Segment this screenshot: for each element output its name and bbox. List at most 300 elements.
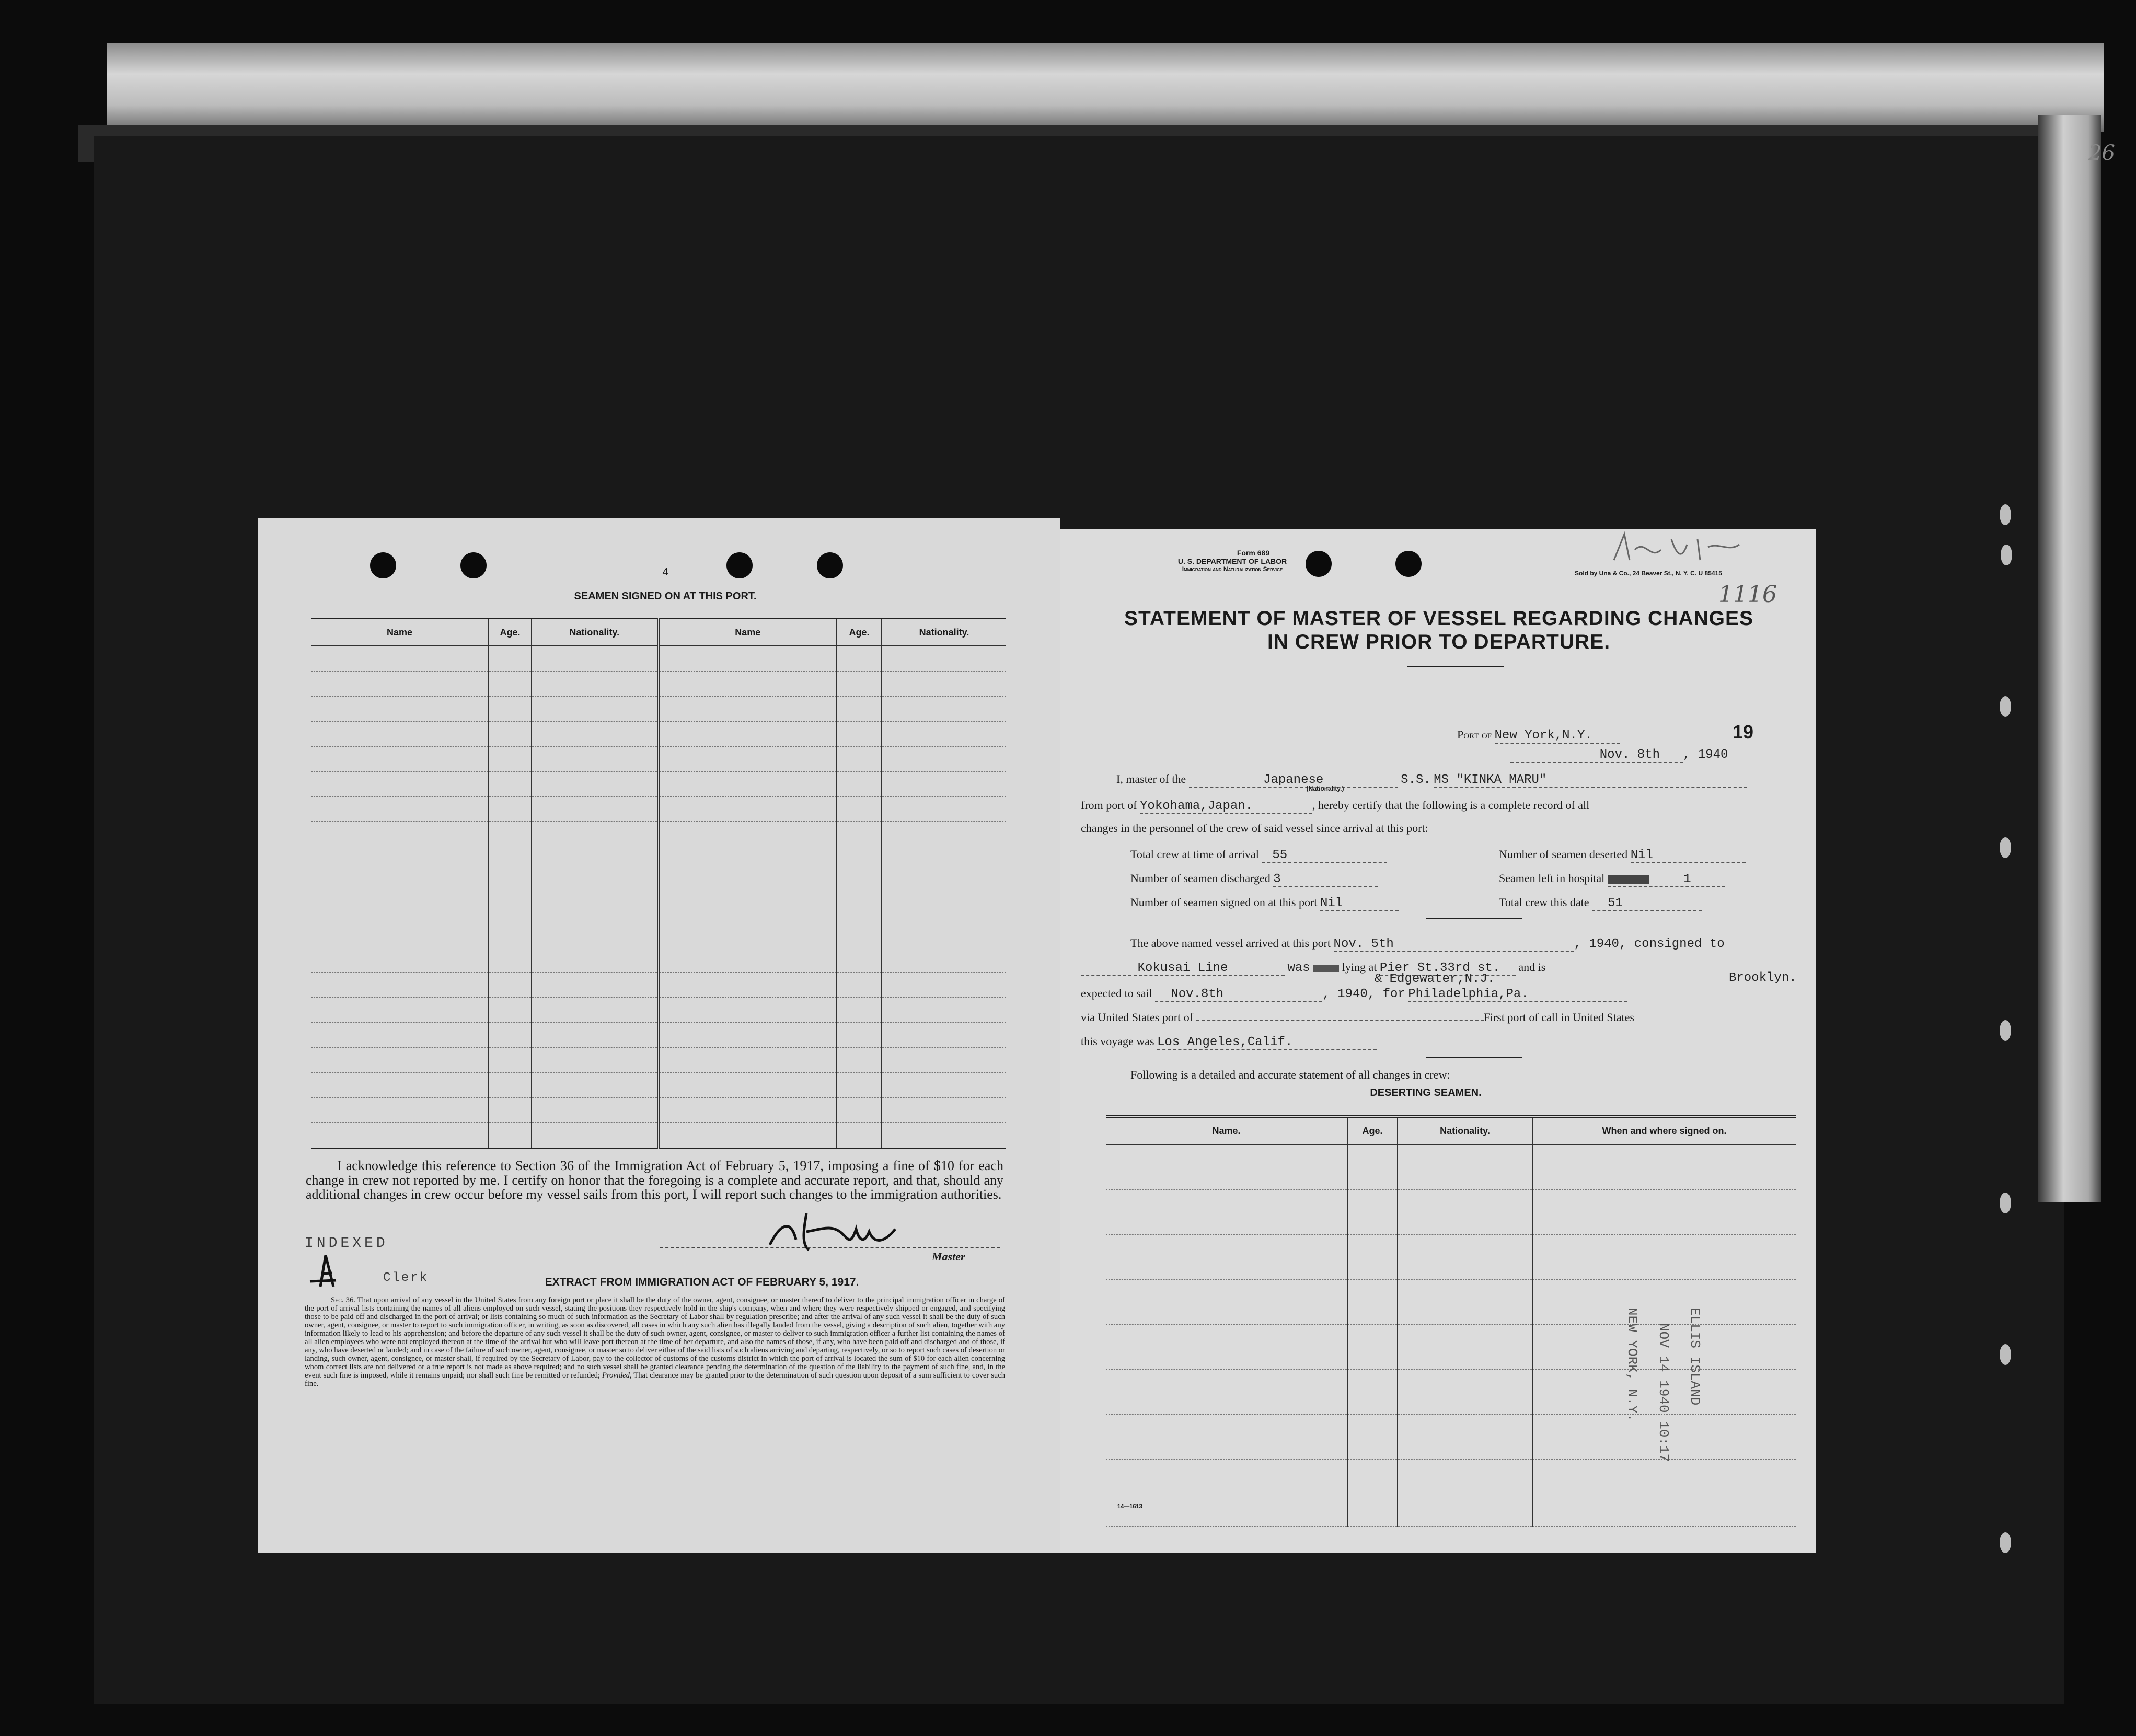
table-cell	[1398, 1167, 1532, 1190]
table-row	[311, 722, 1006, 747]
table-cell	[1398, 1144, 1532, 1167]
department: U. S. DEPARTMENT OF LABOR	[1177, 557, 1287, 565]
nationality-caption: (Nationality.)	[1306, 785, 1344, 792]
consignee-value: Kokusai Line	[1137, 961, 1228, 975]
table-row	[311, 947, 1006, 973]
top-mount-strip	[107, 43, 2104, 132]
binder-hole	[2000, 504, 2011, 525]
table-cell	[658, 1023, 837, 1048]
table-cell	[532, 797, 658, 822]
master-label: Master	[932, 1250, 965, 1263]
indexed-stamp: INDEXED	[305, 1235, 388, 1252]
table-cell	[1532, 1257, 1796, 1280]
deserted-label: Number of seamen deserted	[1499, 848, 1628, 861]
table-cell	[882, 1048, 1006, 1073]
table-cell	[489, 646, 532, 672]
table-cell	[311, 672, 489, 697]
section-rule	[1426, 1057, 1522, 1058]
punch-hole	[370, 552, 396, 578]
table-row	[311, 1123, 1006, 1149]
table-cell	[489, 922, 532, 947]
signed-on-value: Nil	[1320, 896, 1343, 910]
brooklyn-value: Brooklyn.	[1729, 971, 1797, 985]
punch-hole	[1395, 551, 1422, 577]
table-cell	[882, 922, 1006, 947]
table-cell	[311, 897, 489, 922]
lying-at-label: lying at	[1342, 960, 1377, 974]
handwritten-scribble	[1609, 529, 1745, 571]
page-number: 4	[662, 566, 668, 578]
discharged-line	[1130, 872, 1378, 887]
hospital-value: 1	[1683, 872, 1691, 886]
table-row	[1106, 1504, 1796, 1527]
table-cell	[311, 1123, 489, 1149]
table-cell	[882, 1123, 1006, 1149]
table-cell	[532, 1098, 658, 1123]
table-cell	[489, 1073, 532, 1098]
section-title: SEAMEN SIGNED ON AT THIS PORT.	[574, 591, 757, 602]
right-mount-strip	[2038, 115, 2101, 1202]
struck-out-text	[1313, 965, 1339, 972]
nationality-value: Japanese	[1263, 773, 1324, 787]
arrived-year: , 1940, consigned to	[1574, 937, 1725, 951]
table-cell	[311, 998, 489, 1023]
table-cell	[1106, 1460, 1347, 1482]
table-cell	[1398, 1347, 1532, 1370]
table-cell	[1106, 1437, 1347, 1460]
table-cell	[882, 872, 1006, 897]
table-cell	[837, 747, 882, 772]
table-cell	[489, 947, 532, 973]
table-cell	[1347, 1325, 1398, 1347]
table-row	[1106, 1190, 1796, 1212]
table-cell	[532, 947, 658, 973]
seamen-signed-on-table	[311, 618, 1006, 1149]
table-row	[311, 897, 1006, 922]
form-title	[1081, 607, 1797, 654]
table-cell	[489, 973, 532, 998]
table-cell	[658, 1098, 837, 1123]
table-cell	[532, 922, 658, 947]
binder-hole	[2000, 1344, 2011, 1365]
table-cell	[532, 1123, 658, 1149]
table-cell	[311, 1098, 489, 1123]
table-cell	[1347, 1347, 1398, 1370]
vessel-prefix: S.S.	[1401, 773, 1431, 787]
table-cell	[1398, 1504, 1532, 1527]
table-cell	[658, 697, 837, 722]
table-cell	[1106, 1144, 1347, 1167]
table-cell	[532, 1048, 658, 1073]
table-cell	[532, 1023, 658, 1048]
table-cell	[882, 797, 1006, 822]
table-cell	[658, 747, 837, 772]
binder-hole	[2000, 1193, 2011, 1213]
table-cell	[489, 1023, 532, 1048]
title-rule	[1407, 666, 1504, 667]
clerk-label: Clerk	[383, 1271, 429, 1285]
service: Immigration and Naturalization Service	[1182, 565, 1283, 573]
col-header-nationality: Nationality.	[882, 619, 1006, 646]
table-cell	[489, 697, 532, 722]
table-cell	[311, 747, 489, 772]
table-cell	[658, 897, 837, 922]
table-cell	[1398, 1482, 1532, 1504]
table-cell	[311, 772, 489, 797]
table-cell	[837, 672, 882, 697]
table-cell	[882, 747, 1006, 772]
from-port-label: from port of	[1081, 798, 1137, 812]
table-cell	[1532, 1167, 1796, 1190]
table-cell	[1347, 1415, 1398, 1437]
table-cell	[658, 797, 837, 822]
stamp-line-3: NEW YORK, N.Y.	[1624, 1307, 1640, 1422]
table-cell	[1347, 1370, 1398, 1392]
changes-line: changes in the personnel of the crew of said vessel since arrival at this port:	[1081, 821, 1428, 835]
table-cell	[489, 672, 532, 697]
table-cell	[1347, 1235, 1398, 1257]
table-row	[311, 1098, 1006, 1123]
master-of-line	[1116, 772, 1747, 792]
binder-hole	[2000, 1532, 2011, 1553]
table-cell	[1106, 1190, 1347, 1212]
table-cell	[1347, 1280, 1398, 1302]
date-year: , 1940	[1683, 748, 1728, 762]
destination-value: Philadelphia,Pa.	[1408, 987, 1529, 1001]
form-title-line2: IN CREW PRIOR TO DEPARTURE.	[1267, 630, 1611, 653]
extract-text: That upon arrival of any vessel in the United States from any foreign port or place it shall be the duty of the owner, agent, consignee, or master thereof to deliver to the principal immigration officer in charge of the port of arrival lists containing the names of all aliens employed on such vessel, stating the positions they respectively hold in the ship's company, when and where they were respectively shipped or engaged, and specifying those to be paid off and discharged in the port of arrival; or lists containing so much of such information as the Secretary of Labor shall by regulation prescribe; and after the arrival of any such vessel it shall be the duty of such owner, agent, consignee, or master to report to such immigration officer, in writing, as soon as discovered, all cases in which any such alien has illegally landed from the vessel, giving a description of such alien, together with any information likely to lead to his apprehension; and before the departure of any such vessel it shall be the duty of such owner, agent, consignee, or master to deliver to such immigration officer a further list containing the names of all alien employees who were not employed thereon at the time of the arrival but who will leave port thereon at the time of her departure, and also the names of those, if any, who have been paid off and discharged and of those, if any, who have deserted or landed; and in case of the failure of such owner, agent, consignee, or master so to deliver either of the said lists of such aliens arriving and departing, respectively, or so to report such cases of desertion or landing, such owner, agent, consignee, or master shall, if required by the Secretary of Labor, pay to the collector of customs of the customs district in which the port of arrival is located the sum of $10 for each alien concerning whom correct lists are not delivered or a true report is not made as above required; and no such vessel shall be granted clearance pending the determination of the question of the liability to the payment of such fine, and, in the event such fine is imposed, while it remains unpaid; nor shall such fine be remitted or refunded;	[305, 1296, 1006, 1380]
table-cell	[837, 872, 882, 897]
table-row	[311, 922, 1006, 947]
table-cell	[489, 872, 532, 897]
table-cell	[532, 973, 658, 998]
arrived-value: Nov. 5th	[1333, 937, 1394, 951]
following-text: Following is a detailed and accurate statement of all changes in crew:	[1130, 1068, 1450, 1081]
via-line	[1081, 1011, 1634, 1024]
table-row	[1106, 1235, 1796, 1257]
provided-text: That clearance may be granted prior to the determination of such question upon deposit of a sum sufficient to cover such fine.	[305, 1371, 1005, 1388]
table-cell	[837, 772, 882, 797]
table-cell	[1106, 1347, 1347, 1370]
total-arrival-line	[1130, 848, 1387, 863]
table-cell	[532, 872, 658, 897]
table-cell	[882, 897, 1006, 922]
left-page	[258, 518, 1060, 1553]
table-cell	[489, 1098, 532, 1123]
table-row	[1106, 1257, 1796, 1280]
table-cell	[882, 1023, 1006, 1048]
table-cell	[311, 797, 489, 822]
port-value: New York,N.Y.	[1494, 728, 1592, 743]
table-cell	[882, 998, 1006, 1023]
table-cell	[1347, 1257, 1398, 1280]
table-cell	[658, 646, 837, 672]
table-body	[311, 646, 1006, 1149]
hospital-label: Seamen left in hospital	[1499, 872, 1605, 885]
total-arrival-label: Total crew at time of arrival	[1130, 848, 1259, 861]
footer-code: 14—1613	[1117, 1503, 1142, 1510]
table-cell	[882, 646, 1006, 672]
certify-text: , hereby certify that the following is a complete record of all	[1312, 798, 1590, 812]
table-cell	[1106, 1257, 1347, 1280]
col-header-name: Name.	[1106, 1117, 1347, 1145]
table-cell	[837, 973, 882, 998]
table-cell	[1398, 1325, 1532, 1347]
table-row	[311, 998, 1006, 1023]
expected-value: Nov.8th	[1171, 987, 1224, 1001]
table-cell	[311, 722, 489, 747]
clerk-initial-mark	[305, 1250, 362, 1292]
table-cell	[532, 747, 658, 772]
table-cell	[489, 747, 532, 772]
deserted-value: Nil	[1630, 848, 1653, 862]
table-row	[311, 772, 1006, 797]
table-cell	[1398, 1212, 1532, 1235]
table-cell	[489, 897, 532, 922]
table-cell	[1532, 1235, 1796, 1257]
table-row	[311, 797, 1006, 822]
table-cell	[311, 1048, 489, 1073]
table-cell	[1106, 1167, 1347, 1190]
table-row	[1106, 1167, 1796, 1190]
table-cell	[311, 847, 489, 872]
right-page	[1060, 529, 1816, 1553]
table-cell	[1106, 1325, 1347, 1347]
table-cell	[658, 722, 837, 747]
table-cell	[837, 822, 882, 847]
table-cell	[882, 847, 1006, 872]
table-cell	[489, 998, 532, 1023]
discharged-label: Number of seamen discharged	[1130, 872, 1271, 885]
table-row	[311, 1048, 1006, 1073]
sold-by: Sold by Una & Co., 24 Beaver St., N. Y. C. U 85415	[1575, 570, 1722, 577]
expected-label: expected to sail	[1081, 987, 1152, 1000]
table-row	[1106, 1212, 1796, 1235]
table-cell	[1347, 1167, 1398, 1190]
first-port-value: Los Angeles,Calif.	[1157, 1035, 1293, 1049]
table-cell	[658, 872, 837, 897]
total-date-label: Total crew this date	[1499, 896, 1589, 909]
table-cell	[837, 1098, 882, 1123]
col-header-signed-on: When and where signed on.	[1532, 1117, 1796, 1145]
table-cell	[1398, 1392, 1532, 1415]
table-cell	[658, 822, 837, 847]
master-signature	[759, 1208, 927, 1260]
table-cell	[311, 697, 489, 722]
total-arrival-value: 55	[1272, 848, 1288, 862]
first-port-label: First port of call in United States	[1483, 1011, 1634, 1024]
table-cell	[837, 646, 882, 672]
table-cell	[658, 998, 837, 1023]
table-cell	[1106, 1235, 1347, 1257]
table-row	[311, 1023, 1006, 1048]
table-cell	[1398, 1370, 1532, 1392]
table-cell	[882, 973, 1006, 998]
table-cell	[1398, 1460, 1532, 1482]
table-cell	[1106, 1302, 1347, 1325]
table-cell	[489, 1123, 532, 1149]
table-cell	[658, 1123, 837, 1149]
and-is-label: and is	[1518, 960, 1546, 974]
table-cell	[1398, 1415, 1532, 1437]
table-cell	[882, 1098, 1006, 1123]
table-cell	[311, 646, 489, 672]
table-cell	[658, 947, 837, 973]
date-value: Nov. 8th	[1599, 748, 1660, 762]
table-cell	[489, 797, 532, 822]
table-row	[1106, 1144, 1796, 1167]
table-cell	[1347, 1190, 1398, 1212]
form-number: Form 689	[1237, 549, 1270, 557]
stamp-line-2: NOV 14 1940 10:17	[1656, 1323, 1671, 1462]
table-cell	[532, 646, 658, 672]
deserted-line	[1499, 848, 1746, 863]
date-line	[1510, 747, 1728, 763]
table-cell	[489, 847, 532, 872]
table-cell	[1532, 1144, 1796, 1167]
table-cell	[311, 973, 489, 998]
from-port-value: Yokohama,Japan.	[1140, 799, 1253, 813]
deserting-title: DESERTING SEAMEN.	[1370, 1087, 1482, 1098]
table-row	[311, 672, 1006, 697]
table-cell	[1347, 1212, 1398, 1235]
table-cell	[658, 1048, 837, 1073]
table-cell	[532, 772, 658, 797]
col-header-name: Name	[311, 619, 489, 646]
from-port-line	[1081, 798, 1589, 814]
signed-on-line	[1130, 896, 1399, 911]
table-cell	[658, 772, 837, 797]
vessel-value: MS "KINKA MARU"	[1434, 773, 1547, 787]
col-header-age: Age.	[489, 619, 532, 646]
table-cell	[489, 722, 532, 747]
table-cell	[532, 697, 658, 722]
table-row	[311, 973, 1006, 998]
table-cell	[532, 672, 658, 697]
extract-body	[305, 1296, 1005, 1388]
col-header-nationality: Nationality.	[532, 619, 658, 646]
table-cell	[882, 722, 1006, 747]
table-cell	[532, 822, 658, 847]
sec-label: Sec. 36.	[331, 1296, 355, 1304]
table-cell	[489, 822, 532, 847]
table-cell	[1398, 1235, 1532, 1257]
total-date-value: 51	[1608, 896, 1623, 910]
table-cell	[1398, 1190, 1532, 1212]
binder-hole	[2000, 1020, 2011, 1041]
voyage-label: this voyage was	[1081, 1035, 1154, 1048]
acknowledgment-text: I acknowledge this reference to Section 36 of the Immigration Act of February 5, 1917, imposing a fine of $10 for each change in crew not reported by me. I certify on honor that the foregoing is a complete and accurate report, and that, should any additional changes in crew occur before my vessel sails from this port, I will report such changes to the immigration authorities.	[306, 1158, 1003, 1202]
table-cell	[1347, 1482, 1398, 1504]
hospital-line	[1499, 872, 1725, 887]
table-cell	[882, 1073, 1006, 1098]
table-cell	[1106, 1370, 1347, 1392]
table-row	[311, 822, 1006, 847]
port-line	[1457, 721, 1753, 744]
table-cell	[1106, 1280, 1347, 1302]
table-row	[311, 1073, 1006, 1098]
was-label: was	[1287, 961, 1310, 975]
table-cell	[882, 672, 1006, 697]
table-cell	[532, 722, 658, 747]
table-cell	[489, 1048, 532, 1073]
table-cell	[311, 1073, 489, 1098]
discharged-value: 3	[1273, 872, 1281, 886]
table-cell	[1347, 1392, 1398, 1415]
table-cell	[489, 772, 532, 797]
table-cell	[311, 947, 489, 973]
table-cell	[837, 897, 882, 922]
binder-hole	[2000, 837, 2011, 858]
ellis-island-stamp	[1624, 1307, 1729, 1506]
lying-at-value-2: & Edgewater,N.J.	[1374, 972, 1495, 986]
voyage-line	[1081, 1035, 1377, 1050]
extract-title: EXTRACT FROM IMMIGRATION ACT OF FEBRUARY 5, 1917.	[545, 1276, 859, 1288]
table-cell	[837, 922, 882, 947]
table-cell	[1532, 1190, 1796, 1212]
table-cell	[1347, 1302, 1398, 1325]
col-header-name: Name	[658, 619, 837, 646]
table-cell	[532, 1073, 658, 1098]
table-cell	[311, 1023, 489, 1048]
table-cell	[882, 822, 1006, 847]
punch-hole	[460, 552, 487, 578]
table-cell	[311, 922, 489, 947]
table-row	[311, 697, 1006, 722]
table-cell	[1398, 1437, 1532, 1460]
expected-year: , 1940, for	[1322, 987, 1405, 1001]
table-cell	[1532, 1280, 1796, 1302]
table-cell	[837, 947, 882, 973]
table-cell	[658, 672, 837, 697]
handwritten-note: 1116	[1718, 581, 1777, 608]
corner-page-note: 26	[2088, 141, 2115, 165]
port-label: Port of	[1457, 728, 1492, 741]
master-signature-line	[660, 1247, 1000, 1249]
table-cell	[311, 822, 489, 847]
table-cell	[837, 1073, 882, 1098]
table-cell	[1106, 1482, 1347, 1504]
table-row	[1106, 1280, 1796, 1302]
master-of-label: I, master of the	[1116, 772, 1186, 785]
table-cell	[658, 973, 837, 998]
year-prefix: 19	[1733, 721, 1754, 743]
arrived-line	[1130, 936, 1725, 952]
table-cell	[658, 1073, 837, 1098]
form-title-line1: STATEMENT OF MASTER OF VESSEL REGARDING CHANGES	[1124, 607, 1754, 630]
table-cell	[532, 998, 658, 1023]
via-label: via United States port of	[1081, 1011, 1194, 1024]
consignee-line	[1081, 960, 1797, 986]
table-row	[311, 747, 1006, 772]
table-cell	[837, 1023, 882, 1048]
struck-out-text	[1608, 875, 1649, 884]
provided-label: Provided,	[602, 1371, 632, 1380]
table-cell	[882, 772, 1006, 797]
table-row	[311, 872, 1006, 897]
table-cell	[532, 847, 658, 872]
table-cell	[1532, 1504, 1796, 1527]
table-cell	[837, 847, 882, 872]
table-row	[311, 847, 1006, 872]
col-header-nationality: Nationality.	[1398, 1117, 1532, 1145]
table-cell	[837, 1048, 882, 1073]
table-cell	[1347, 1460, 1398, 1482]
table-cell	[837, 797, 882, 822]
arrived-label: The above named vessel arrived at this port	[1130, 936, 1331, 950]
table-cell	[882, 697, 1006, 722]
table-cell	[1106, 1212, 1347, 1235]
